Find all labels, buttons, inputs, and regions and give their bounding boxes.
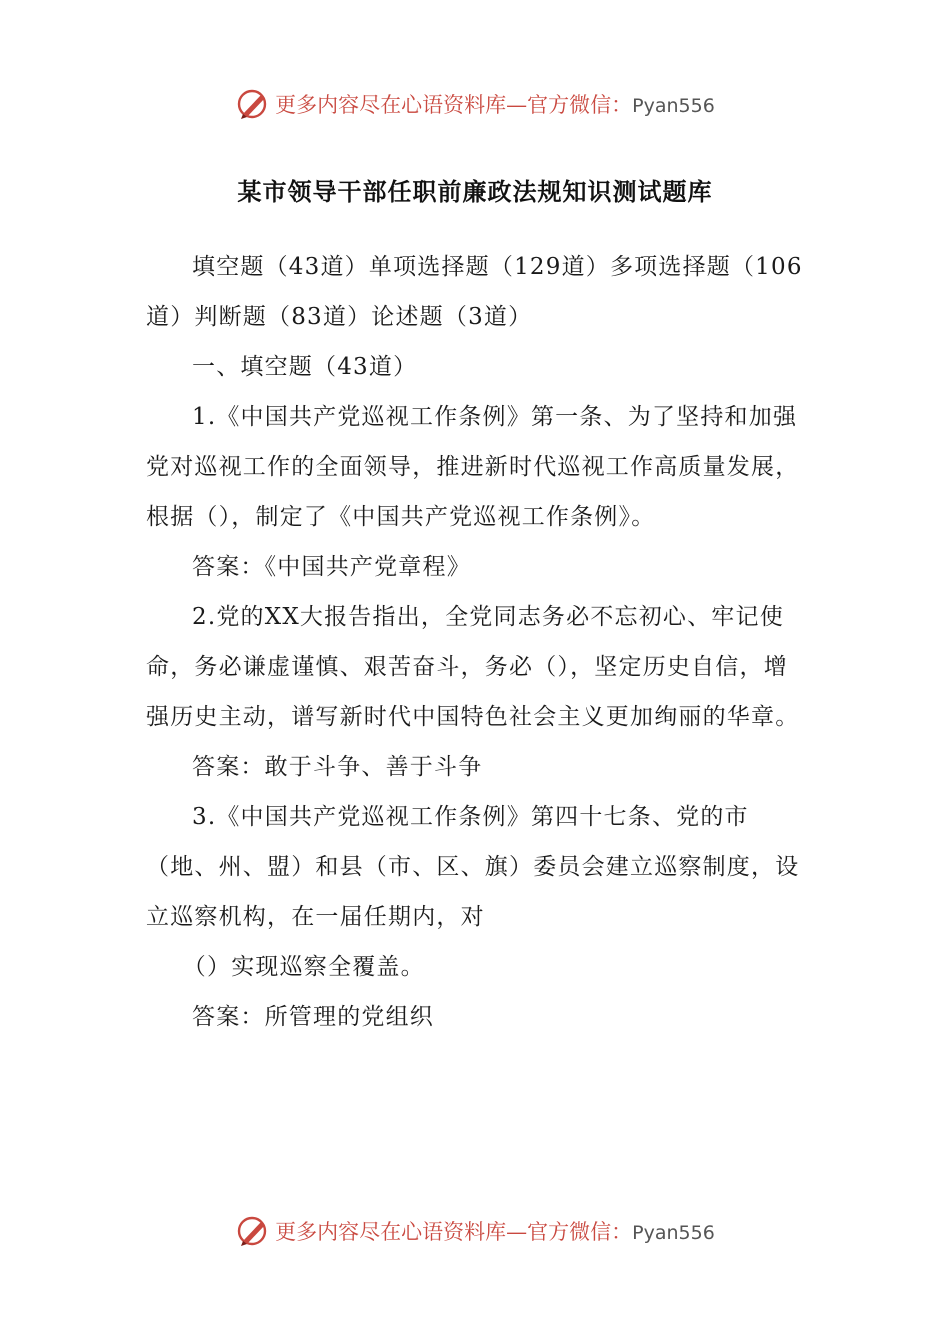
document-body [146, 242, 808, 1042]
watermark-banner-bottom [0, 1211, 950, 1251]
pen-logo-icon [235, 86, 271, 122]
answer-3: 答案：所管理的党组织 [192, 1004, 434, 1030]
section-heading: 一、填空题（43道） [192, 354, 418, 380]
answer-2: 答案：敢于斗争、善于斗争 [192, 754, 483, 780]
wechat-id: Pyan556 [632, 95, 715, 117]
watermark-text: 更多内容尽在心语资料库—官方微信：Pyan556 [275, 93, 715, 117]
question-1: 1.《中国共产党巡视工作条例》第一条、为了坚持和加强党对巡视工作的全面领导，推进新时代巡视工作高质量发展，根据（），制定了《中国共产党巡视工作条例》。 [146, 404, 800, 530]
answer-1: 答案：《中国共产党章程》 [192, 554, 471, 580]
intro-paragraph: 填空题（43道）单项选择题（129道）多项选择题（106道）判断题（83道）论述题（3道） [146, 254, 803, 330]
question-3: 3.《中国共产党巡视工作条例》第四十七条、党的市（地、州、盟）和县（市、区、旗）委员会建立巡察制度，设立巡察机构，在一届任期内，对 [146, 804, 800, 930]
question-2: 2.党的XX大报告指出，全党同志务必不忘初心、牢记使命，务必谦虚谨慎、艰苦奋斗，务必（），坚定历史自信，增强历史主动，谱写新时代中国特色社会主义更加绚丽的华章。 [146, 604, 800, 730]
pen-logo-icon [235, 1213, 271, 1249]
watermark-text: 更多内容尽在心语资料库—官方微信：Pyan556 [275, 1220, 715, 1244]
wechat-id: Pyan556 [632, 1222, 715, 1244]
question-3-continuation: （）实现巡察全覆盖。 [182, 954, 425, 980]
watermark-banner-top [0, 84, 950, 124]
document-title: 某市领导干部任职前廉政法规知识测试题库 [237, 177, 713, 206]
